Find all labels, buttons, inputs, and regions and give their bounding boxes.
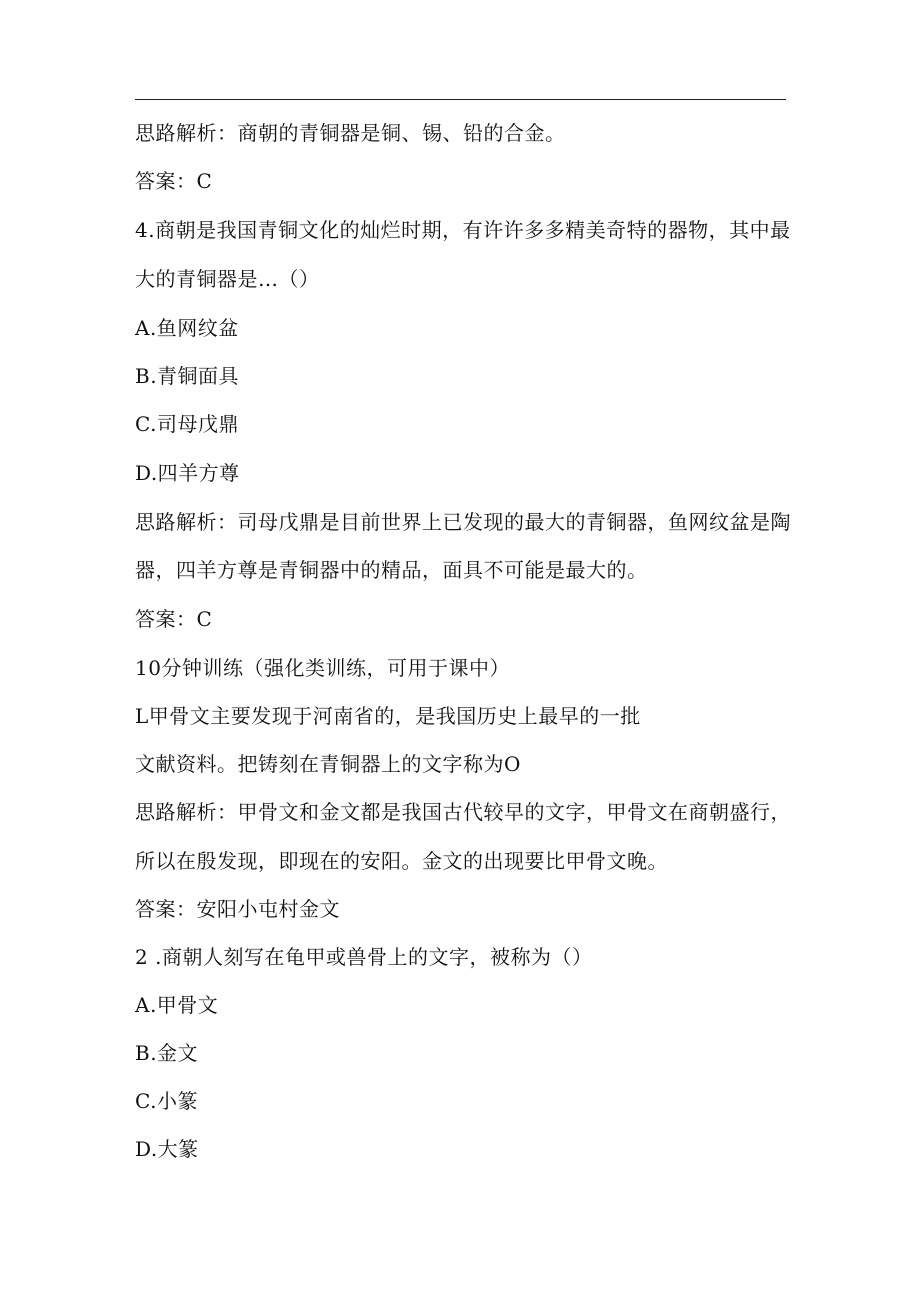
option-c-q4: C.司母戊鼎	[135, 412, 239, 436]
answer-q3: 答案：C	[135, 169, 213, 193]
option-b-q4: B.青铜面具	[135, 364, 240, 388]
analysis-q3: 思路解析：商朝的青铜器是铜、锡、铅的合金。	[135, 121, 566, 145]
question-2: 2 .商朝人刻写在龟甲或兽骨上的文字，被称为（）	[135, 945, 593, 969]
answer-q1: 答案：安阳小屯村金文	[135, 897, 340, 921]
option-a-q4: A.鱼网纹盆	[135, 316, 239, 340]
option-d-q2: D.大篆	[135, 1137, 199, 1161]
option-d-q4: D.四羊方尊	[135, 461, 240, 485]
analysis-q1-line-1: 思路解析：甲骨文和金文都是我国古代较早的文字，甲骨文在商朝盛行，	[135, 800, 791, 824]
answer-q4: 答案：C	[135, 607, 213, 631]
question-4-line-1: 4.商朝是我国青铜文化的灿烂时期，有许许多多精美奇特的器物，其中最	[135, 218, 791, 242]
analysis-q1-line-2: 所以在殷发现，即现在的安阳。金文的出现要比甲骨文晚。	[135, 849, 668, 873]
header-rule	[135, 99, 786, 100]
analysis-q4-line-1: 思路解析：司母戊鼎是目前世界上已发现的最大的青铜器，鱼网纹盆是陶	[135, 510, 791, 534]
option-b-q2: B.金文	[135, 1041, 199, 1065]
analysis-q4-line-2: 器，四羊方尊是青铜器中的精品，面具不可能是最大的。	[135, 558, 648, 582]
section-heading: 10分钟训练（强化类训练，可用于课中）	[135, 656, 510, 680]
question-1-line-1: L甲骨文主要发现于河南省的，是我国历史上最早的一批	[135, 704, 641, 728]
question-4-line-2: 大的青铜器是…（）	[135, 267, 320, 291]
question-1-line-2: 文献资料。把铸刻在青铜器上的文字称为O	[135, 752, 521, 776]
option-a-q2: A.甲骨文	[135, 993, 219, 1017]
option-c-q2: C.小篆	[135, 1089, 198, 1113]
